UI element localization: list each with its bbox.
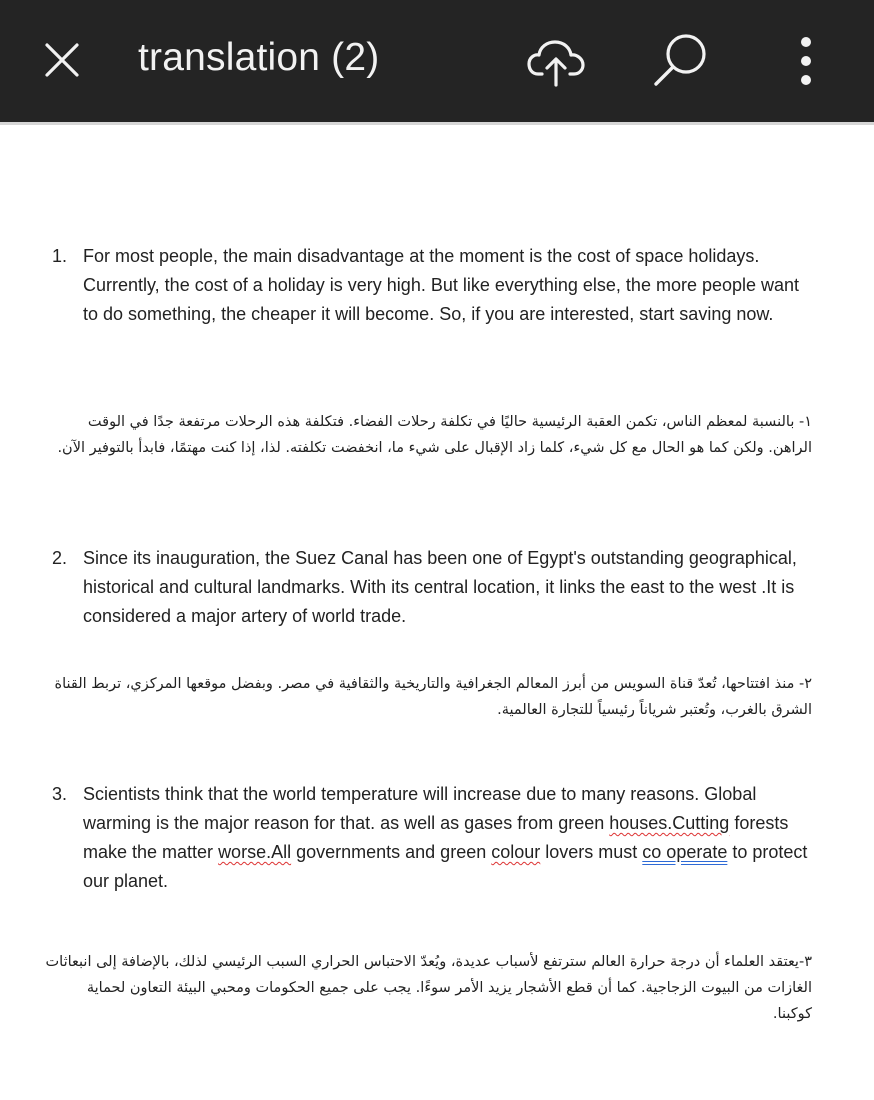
list-item-1-english <box>52 242 812 362</box>
spelling-error[interactable]: houses.Cutting <box>609 813 730 833</box>
document-title: translation (2) <box>138 36 380 79</box>
close-icon[interactable] <box>42 40 82 80</box>
list-number: 3. <box>52 784 68 804</box>
cloud-upload-icon[interactable] <box>526 38 586 88</box>
paragraph-english: For most people, the main disadvantage at the moment is the cost of space holidays. Currently, the cost of a holiday is very high. But like everything else, the more people want to do something, the cheaper it will become. So, if you are interested, start saving now. <box>83 246 800 324</box>
paragraph-english <box>83 780 813 896</box>
spelling-error[interactable]: worse.All <box>218 842 292 862</box>
text-run: to protect our planet. <box>83 842 808 891</box>
more-vertical-icon[interactable] <box>794 36 818 86</box>
paragraph-arabic-2: ٢- منذ افتتاحها، تُعدّ قناة السويس من أبرز المعالم الجغرافية والتاريخية والثقافية في مصر. وبفضل موقعها المركزي، تربط القناة الشرق بالغرب، وتُعتبر شرياناً رئيسياً للتجارة العالمية. <box>54 676 812 718</box>
app-toolbar <box>0 0 874 122</box>
paragraph-arabic-1: ١- بالنسبة لمعظم الناس، تكمن العقبة الرئيسية حاليًا في تكلفة رحلات الفضاء. فتكلفة هذه الرحلات مرتفعة جدًا في الوقت الراهن. ولكن كما هو الحال مع كل شيء، كلما زاد الإقبال على شيء ما، انخفضت تكلفته. لذا، إذا كنت مهتمًا، فابدأ بالتوفير الآن. <box>57 414 812 456</box>
search-icon[interactable] <box>652 32 710 88</box>
document-body[interactable] <box>0 125 874 1100</box>
text-run: governments and green <box>291 842 492 862</box>
spelling-error[interactable]: colour <box>491 842 541 862</box>
text-run: Scientists think that the world temperature will increase due to many reasons. Global warming is the major reason for that. as well as gases from green <box>83 784 757 833</box>
list-item-2-english <box>52 544 812 634</box>
list-number: 2. <box>52 548 68 568</box>
paragraph-english: Since its inauguration, the Suez Canal has been one of Egypt's outstanding geographical, historical and cultural landmarks. With its central location, it links the east to the west .It is considered a major artery of world trade. <box>83 548 797 626</box>
text-run: forests make the matter <box>83 813 789 862</box>
grammar-suggestion[interactable]: co operate <box>642 842 728 862</box>
paragraph-arabic-3: ٣-يعتقد العلماء أن درجة حرارة العالم سترتفع لأسباب عديدة، ويُعدّ الاحتباس الحراري السبب الرئيسي لذلك، بالإضافة إلى انبعاثات الغازات من البيوت الزجاجية. كما أن قطع الأشجار يزيد الأمر سوءًا. يجب على جميع الحكومات ومحبي البيئة التعاون لحماية كوكبنا. <box>45 954 812 1022</box>
text-run: lovers must <box>540 842 643 862</box>
list-item-3-english <box>52 780 812 900</box>
list-number: 1. <box>52 246 68 266</box>
